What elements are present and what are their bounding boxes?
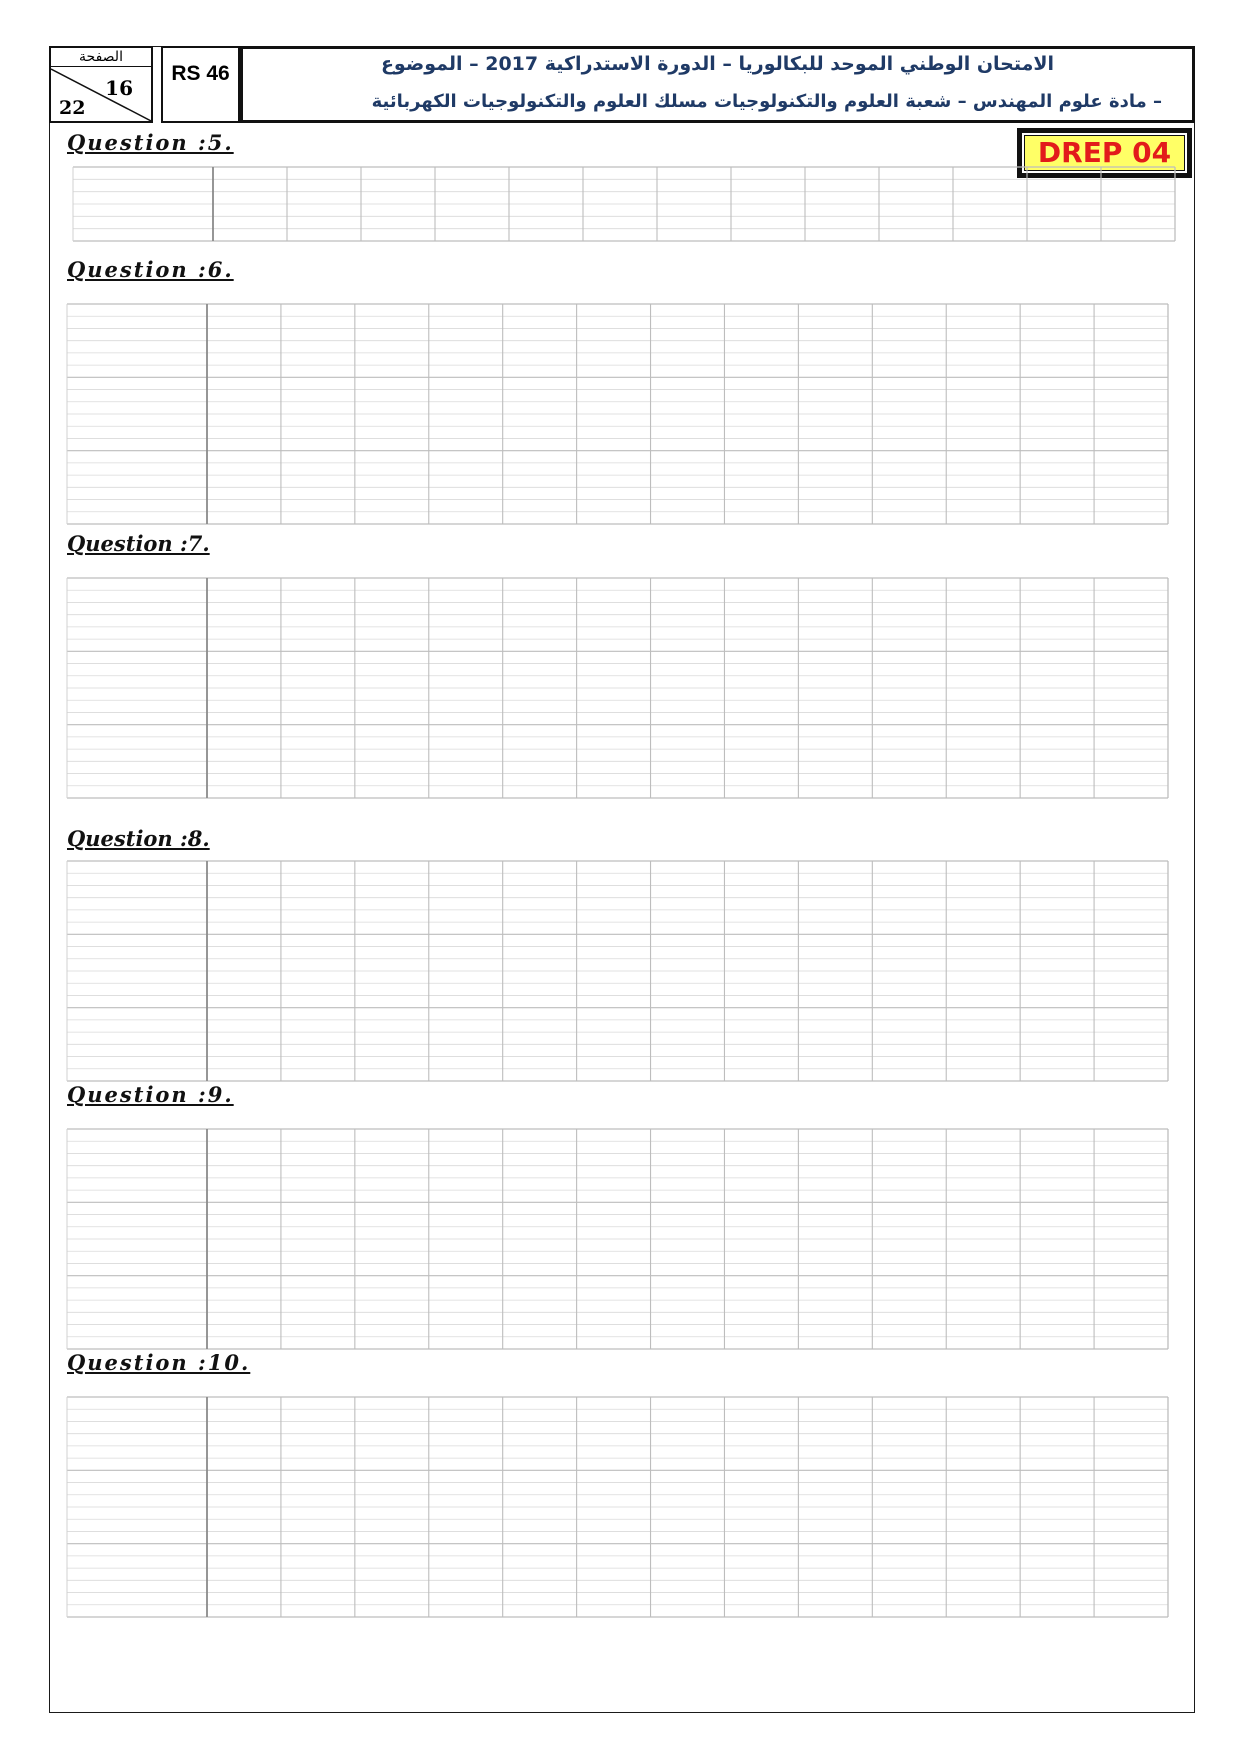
question-5-title: Question :5. <box>67 130 234 155</box>
question-10-grid[interactable] <box>67 1397 1168 1617</box>
page-number-box <box>49 46 153 123</box>
exam-title-line2: – مادة علوم المهندس – شعبة العلوم والتكنولوجيات مسلك العلوم والتكنولوجيات الكهربائية <box>371 91 1162 112</box>
page-label: الصفحة <box>51 48 151 67</box>
question-10-title: Question :10. <box>67 1350 251 1375</box>
question-7-grid[interactable] <box>67 578 1168 798</box>
question-6-grid[interactable] <box>67 304 1168 524</box>
question-8-title: Question :8. <box>67 826 210 851</box>
question-7-title: Question :7. <box>67 531 210 556</box>
question-5-grid[interactable] <box>73 167 1175 241</box>
question-9-grid[interactable] <box>67 1129 1168 1349</box>
question-6-title: Question :6. <box>67 257 234 282</box>
exam-code: RS 46 <box>171 62 230 85</box>
exam-title-line1: الامتحان الوطني الموحد للبكالوريا – الدورة الاستدراكية 2017 – الموضوع <box>380 53 1055 75</box>
question-8-grid[interactable] <box>67 861 1168 1081</box>
drep-label: DREP 04 <box>1024 135 1185 171</box>
exam-title-box <box>240 46 1195 123</box>
exam-code-box <box>161 46 240 123</box>
page-number: 16 <box>105 76 133 100</box>
question-9-title: Question :9. <box>67 1082 234 1107</box>
page-total: 22 <box>59 97 86 119</box>
